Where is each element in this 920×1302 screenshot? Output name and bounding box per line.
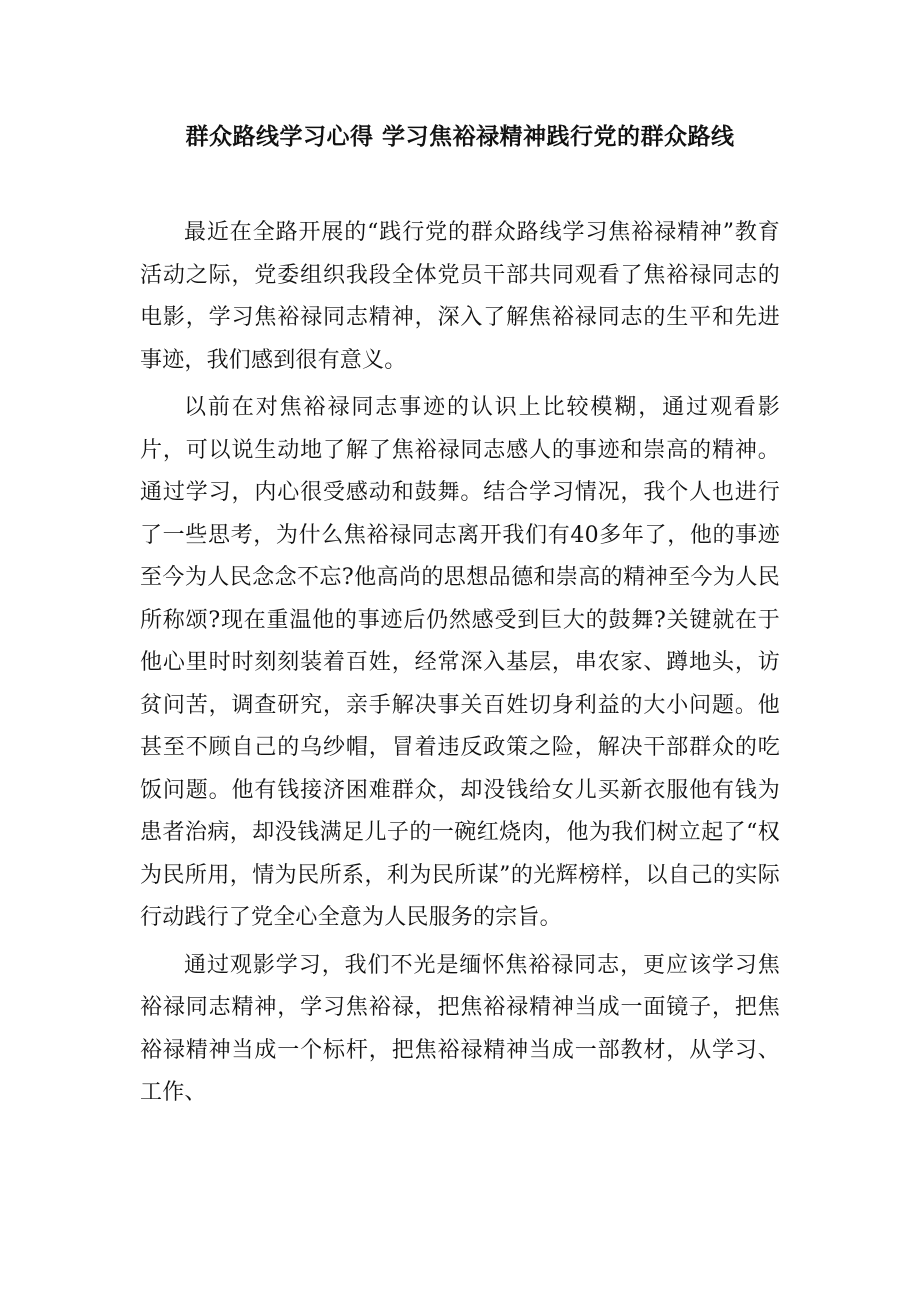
paragraph-1: 最近在全路开展的“践行党的群众路线学习焦裕禄精神”教育活动之际，党委组织我段全体党员干部共同观看了焦裕禄同志的电影，学习焦裕禄同志精神，深入了解焦裕禄同志的生平和先进事迹，我们感到很有意义。 <box>140 220 780 373</box>
document-body <box>140 212 780 1115</box>
document-title: 群众路线学习心得 学习焦裕禄精神践行党的群众路线 <box>185 123 735 150</box>
paragraph-2: 以前在对焦裕禄同志事迹的认识上比较模糊，通过观看影片，可以说生动地了解了焦裕禄同志感人的事迹和崇高的精神。通过学习，内心很受感动和鼓舞。结合学习情况，我个人也进行了一些思考，为什么焦裕禄同志离开我们有40多年了，他的事迹至今为人民念念不忘?他高尚的思想品德和崇高的精神至今为人民所称颂?现在重温他的事迹后仍然感受到巨大的鼓舞?关键就在于他心里时时刻刻装着百姓，经常深入基层，串农家、蹲地头，访贫问苦，调查研究，亲手解决事关百姓切身利益的大小问题。他甚至不顾自己的乌纱帽，冒着违反政策之险，解决干部群众的吃饭问题。他有钱接济困难群众，却没钱给女儿买新衣服他有钱为患者治病，却没钱满足儿子的一碗红烧肉，他为我们树立起了“权为民所用，情为民所系，利为民所谋”的光辉榜样，以自己的实际行动践行了党全心全意为人民服务的宗旨。 <box>140 395 780 930</box>
paragraph-3: 通过观影学习，我们不光是缅怀焦裕禄同志，更应该学习焦裕禄同志精神，学习焦裕禄，把焦裕禄精神当成一面镜子，把焦裕禄精神当成一个标杆，把焦裕禄精神当成一部教材，从学习、工作、 <box>140 952 780 1105</box>
